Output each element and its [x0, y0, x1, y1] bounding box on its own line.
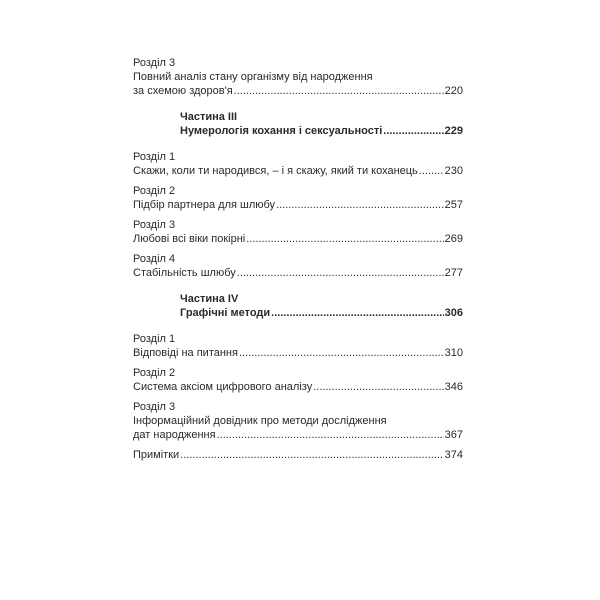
- page-number: 367: [444, 429, 463, 441]
- page-number: 220: [444, 85, 463, 97]
- section-label: Розділ 4: [133, 253, 176, 265]
- toc-entry: [133, 252, 463, 280]
- toc-entry: [133, 150, 463, 178]
- section-label: Розділ 3: [133, 401, 176, 413]
- entry-title: за схемою здоров'я: [133, 85, 233, 97]
- entry-title: дат народження: [133, 429, 216, 441]
- dot-leader: [234, 84, 444, 98]
- entry-title-line: Повний аналіз стану організму від народження: [133, 71, 373, 83]
- entry-leader-row: [133, 232, 463, 246]
- entry-title: Відповіді на питання: [133, 347, 238, 359]
- dot-leader: [271, 306, 443, 320]
- page-number: 374: [444, 449, 463, 461]
- entry-leader-row: [133, 428, 463, 442]
- part-title: Графічні методи: [180, 307, 271, 319]
- entry-leader-row: [133, 164, 463, 178]
- toc-entry: [133, 448, 463, 462]
- toc-entry: [133, 56, 463, 98]
- page-number: 257: [444, 199, 463, 211]
- entry-title: Підбір партнера для шлюбу: [133, 199, 276, 211]
- toc-entry: [133, 366, 463, 394]
- toc-entry: [133, 400, 463, 442]
- entry-title: Любові всі віки покірні: [133, 233, 246, 245]
- part-heading: [133, 110, 463, 138]
- entry-title-line: Інформаційний довідник про методи дослідження: [133, 415, 387, 427]
- toc-entry: [133, 218, 463, 246]
- part-leader-row: [180, 124, 463, 138]
- dot-leader: [383, 124, 443, 138]
- toc-entry: [133, 184, 463, 212]
- page-number: 346: [444, 381, 463, 393]
- entry-leader-row: [133, 84, 463, 98]
- section-label: Розділ 2: [133, 185, 176, 197]
- dot-leader: [239, 346, 444, 360]
- entry-leader-row: [133, 380, 463, 394]
- dot-leader: [217, 428, 444, 442]
- part-label: Частина IV: [180, 293, 239, 305]
- entry-leader-row: [133, 198, 463, 212]
- part-heading: [133, 292, 463, 320]
- entry-leader-row: [133, 448, 463, 462]
- table-of-contents: [133, 56, 463, 462]
- dot-leader: [313, 380, 443, 394]
- page-number: 306: [444, 307, 463, 319]
- page-number: 269: [444, 233, 463, 245]
- section-label: Розділ 1: [133, 333, 176, 345]
- dot-leader: [246, 232, 443, 246]
- section-label: Розділ 3: [133, 219, 176, 231]
- dot-leader: [276, 198, 444, 212]
- entry-leader-row: [133, 266, 463, 280]
- part-leader-row: [180, 306, 463, 320]
- dot-leader: [419, 164, 444, 178]
- page-number: 230: [444, 165, 463, 177]
- entry-title: Стабільність шлюбу: [133, 267, 236, 279]
- toc-entry: [133, 332, 463, 360]
- entry-leader-row: [133, 346, 463, 360]
- page-number: 229: [444, 125, 463, 137]
- section-label: Розділ 1: [133, 151, 176, 163]
- entry-title: Скажи, коли ти народився, – і я скажу, який ти коханець: [133, 165, 418, 177]
- dot-leader: [180, 448, 443, 462]
- entry-title: Система аксіом цифрового аналізу: [133, 381, 313, 393]
- dot-leader: [237, 266, 444, 280]
- section-label: Розділ 2: [133, 367, 176, 379]
- part-label: Частина III: [180, 111, 238, 123]
- entry-title: Примітки: [133, 449, 180, 461]
- part-title: Нумерологія кохання і сексуальності: [180, 125, 383, 137]
- section-label: Розділ 3: [133, 57, 176, 69]
- page-number: 277: [444, 267, 463, 279]
- page-number: 310: [444, 347, 463, 359]
